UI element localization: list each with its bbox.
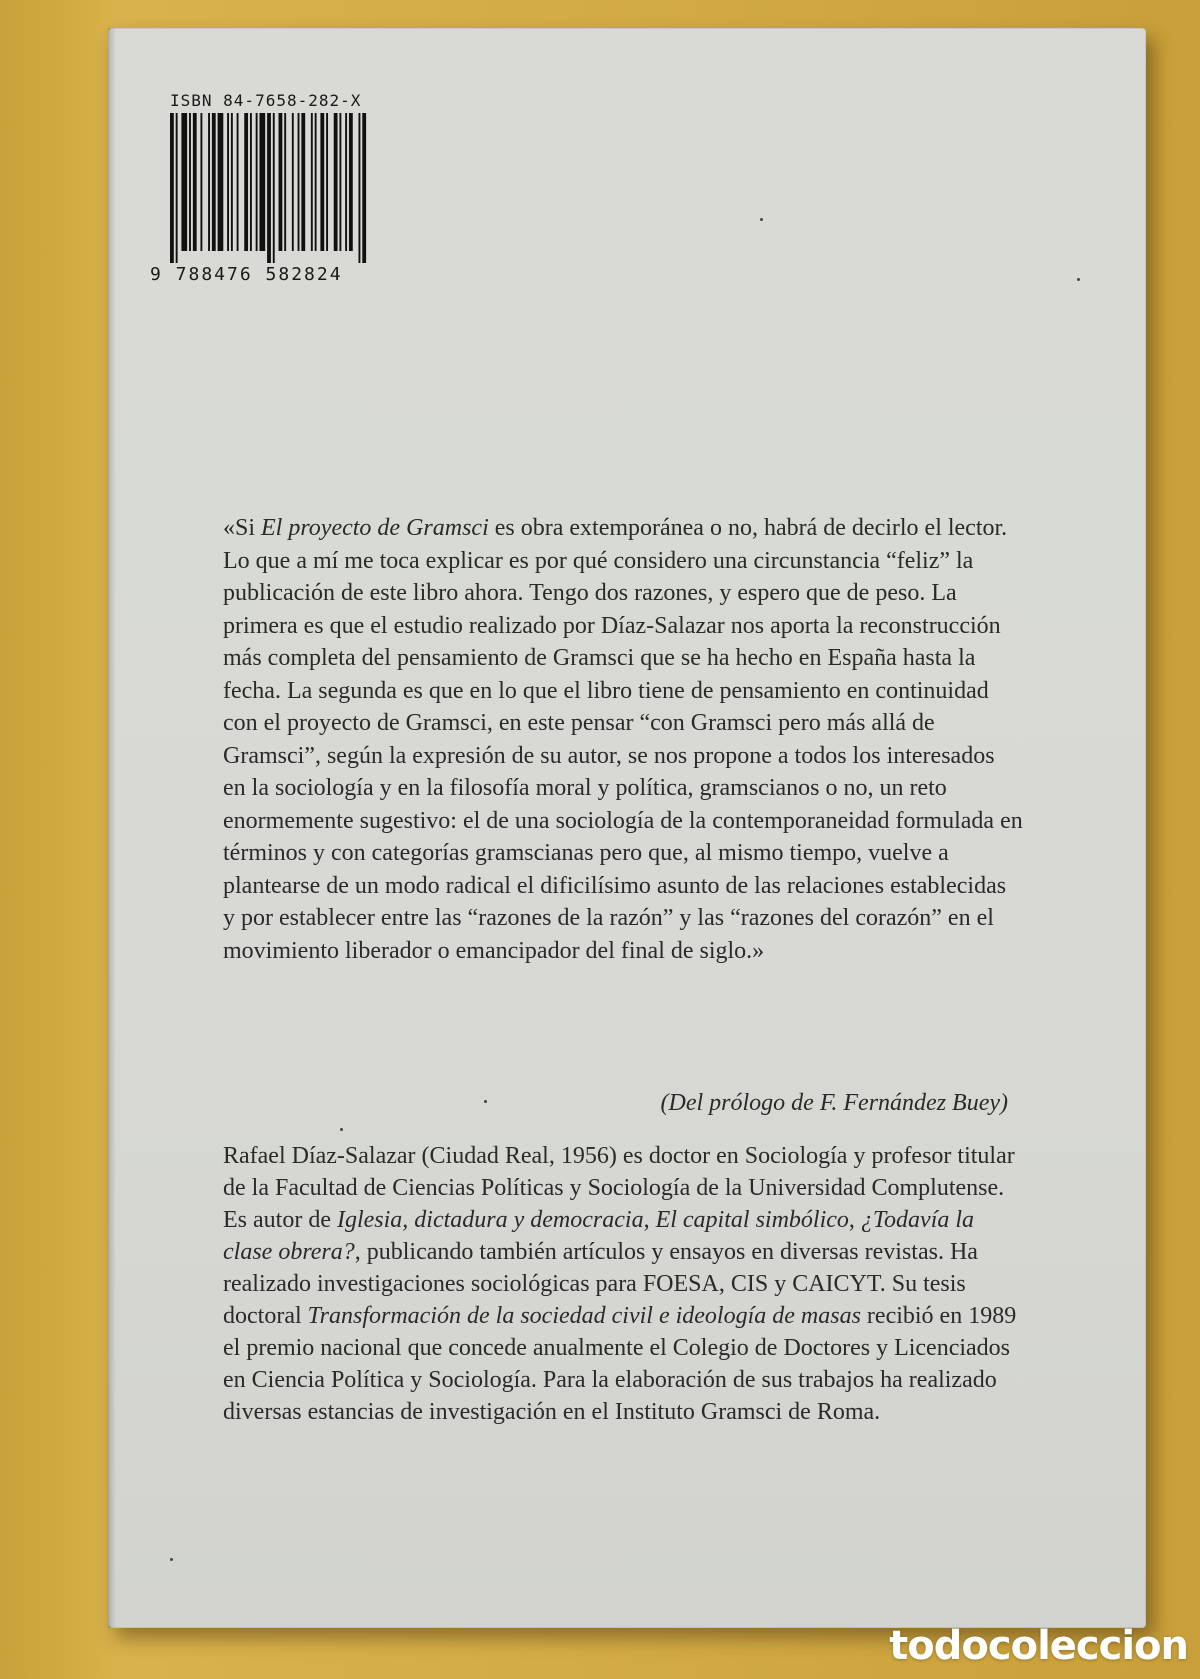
author-bio [223, 1140, 1023, 1428]
ean-digits: 9 788476 582824 [150, 264, 343, 285]
bio-sep-1: , [643, 1207, 656, 1233]
watermark-logo: todocoleccion [889, 1623, 1188, 1669]
isbn-label: ISBN 84-7658-282-X [170, 91, 362, 110]
quote-body: es obra extemporánea o no, habrá de decirlo el lector. Lo que a mí me toca explicar es por qué considero una circunstancia “feliz” la publicación de este libro ahora. Tengo dos razones, y espero que de peso. La primera es que el estudio realizado por Díaz-Salazar nos aporta la reconstrucción más completa del pensamiento de Gramsci que se ha hecho en España hasta la fecha. La segunda es que en lo que el libro tiene de pensamiento en continuidad con el proyecto de Gramsci, en este pensar “con Gramsci pero más allá de Gramsci”, según la expresión de su autor, se nos propone a todos los interesados en la sociología y en la filosofía moral y política, gramscianos o no, un reto enormemente sugestivo: el de una sociología de la contemporaneidad formulada en términos y con categorías gramscianas pero que, al mismo tiempo, vuelve a plantearse de un modo radical el dificilísimo asunto de las relaciones establecidas y por establecer entre las “razones de la razón” y las “razones del corazón” en el movimiento liberador o emancipador del final de siglo.» [223, 515, 1023, 964]
bio-book-4: Transformación de la sociedad civil e ideología de masas [307, 1303, 861, 1329]
dust-speck [170, 1558, 173, 1561]
quote-attribution: (Del prólogo de F. Fernández Buey) [660, 1090, 1008, 1116]
bio-sep-2: , [848, 1207, 861, 1233]
bio-text-3: recibió en 1989 el premio nacional que concede anualmente el Colegio de Doctores y Licenciados en Ciencia Política y Sociología. Para la elaboración de sus trabajos ha realizado diversas estancias de investigación en el Instituto Gramsci de Roma. [223, 1303, 1017, 1425]
bio-book-3: ¿Todavía la clase obrera? [223, 1207, 975, 1265]
bio-text-2: , publicando también artículos y ensayos en diversas revistas. Ha realizado investigaciones sociológicas para FOESA, CIS y CAICYT. Su tesis doctoral [223, 1239, 978, 1329]
dust-speck [1077, 278, 1080, 281]
quote-prefix: «Si [223, 515, 262, 541]
bio-text-1: Rafael Díaz-Salazar (Ciudad Real, 1956) es doctor en Sociología y profesor titular de la Facultad de Ciencias Políticas y Sociología de la Universidad Complutense. Es autor de [223, 1143, 1015, 1233]
bio-book-2: El capital simbólico [655, 1207, 849, 1233]
cover-edge-shadow [108, 28, 116, 1628]
back-cover-quote [223, 512, 1023, 967]
dust-speck [340, 1128, 343, 1131]
barcode-icon [170, 113, 368, 263]
bio-book-1: Iglesia, dictadura y democracia [336, 1207, 644, 1233]
dust-speck [484, 1100, 487, 1103]
quote-book-title: El proyecto de Gramsci [261, 515, 489, 541]
dust-speck [760, 218, 763, 221]
